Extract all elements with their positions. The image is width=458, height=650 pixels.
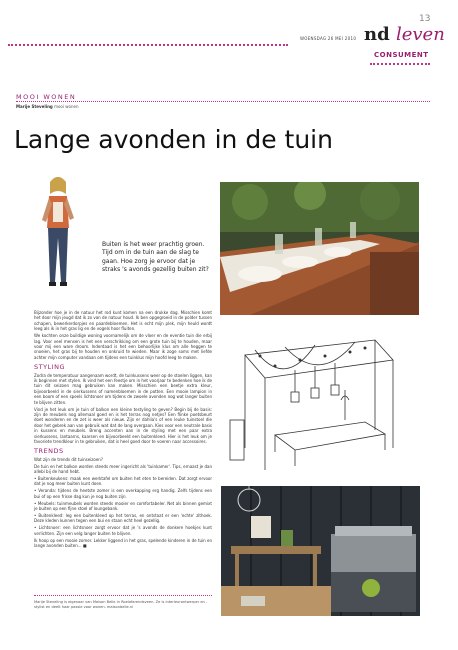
trend-item: • Lichtsnoer: een lichtsnoer zorgt ervoor dat je 's avonds de donkere hoekjes kunt verlichten. Zijn een velg langer buiten te blijven.: [34, 525, 212, 536]
article-body: [34, 310, 212, 550]
body-paragraph: De tuin en het balkon worden steeds meer ingericht als 'tuinkamer'. Tips, ernaast je dan allebi bij de hand hebt.: [34, 463, 212, 475]
section-dotted-rule: [370, 63, 430, 65]
body-paragraph: We kochten onze buildige woning voornamelijk om de vloer en de eventie tuin die erbij lag. Voor veel mensen is het een verschrikking om een grote tuin bij te houden, maar voor mij een ware droom. Inderdaad is het een behoorlijke klus om alle heggen te snoeien, het gras bij te houden en onkruid te wieden. Maar ik zoge soms met liefde achter mijn computer vandaan om tijdens een tuinklus mijn hoofd leeg te maken.: [34, 333, 212, 360]
trend-item: • Veranda: tijdens de heetste zomer is een overkapping erg handig. Zelfs tijdens een bui of op een frisse dag kun je nog buiten zijn.: [34, 488, 212, 499]
body-paragraph: Zodra de temperatuur aangenaam wordt, de tuinkussens weer op de stoelen liggen, kan ik beginnen met stylen. Ik vind het een feestje om in het voorjaar te bedenken hoe ik de tuin dit seizoen mag gebruiken kan maken. Misschien een beetje extra kleur, bijvoorbeeld in de sierkussens of namenbloemen in de potten. Een mooie lampion in een boom of een speels lichtsnoer om tijdens de zwoele avonden nog wat langer buiten te blijven zitten.: [34, 372, 212, 405]
caption-dotted-rule: [34, 595, 212, 596]
newspaper-brand: [364, 24, 445, 45]
outdoor-kitchen-photo: [221, 486, 420, 616]
kicker-dotted-rule: [16, 101, 430, 102]
byline: [16, 104, 79, 109]
veranda-sketch: [225, 330, 395, 480]
body-paragraph: Bijzonder hoe je in de natuur het rod kunt komen na een drukke dag. Misschien komt het door mijn jeugd dat ik zo van de natuur houd. Ik ben opgegroeid in de polder tussen schapen, bewerkerdorpjes en paardebloemen. Het is echt mijn plek, mijn heuld wordt leeg als ik in het gras lig en de vogels hoor fluiten.: [34, 310, 212, 332]
section-label: CONSUMENT: [374, 51, 429, 59]
brand-prefix: nd: [364, 24, 390, 45]
trend-item: • Buitenkeukens: maak een werktafel om buiten het eten te bereiden. Dat zorgt ervoor dat je nog meer buiten kunt doen.: [34, 475, 212, 487]
body-paragraph: Wat zijn de trends dit tuinseizoen?: [34, 456, 103, 462]
headline: Lange avonden in de tuin: [14, 125, 333, 154]
brand-accent: leven: [395, 24, 445, 45]
trend-item: • Buitenkleed: leg een buitenkleed op het terras, en ontstaat er een 'echte' zithoek. Deze kleden kunnen tegen een bui en staan echt heel gezellig.: [34, 512, 212, 524]
styling-heading: STYLING: [34, 363, 66, 372]
article-intro: Buiten is het weer prachtig groen. Tijd om in de tuin aan de slag te gaan. Hoe zorg je ervoor dat je straks 's avonds gezellig buiten zit?: [102, 241, 209, 274]
issue-date: WOENSDAG 26 MEI 2010: [300, 36, 357, 41]
trends-heading: TRENDS: [34, 447, 64, 456]
top-dotted-rule: [8, 44, 288, 46]
page-number: 13: [419, 14, 431, 24]
author-photo: [36, 172, 80, 290]
closing-paragraph: Ik hoop op een mooie zomer. Lekker liggend in het gras, spelende kinderen in de tuin en lange avonden buiten... ■: [34, 537, 212, 548]
kicker: MOOI WONEN: [16, 93, 77, 101]
trend-item: • Meubels: tuinmeubels worden steeds mooier en comfortabeler. Net als binnen gemixt je buiten op een fijne stoel of loungebank.: [34, 500, 212, 511]
author-role: mooi wonen: [54, 104, 79, 109]
body-paragraph: Vind je het leuk om je tuin of balkon een kleine testyling te geven? Begin bij de basis: zijn de meubels nog allemaal goed en is het terras nog netjes? Een flinke poetsbeurt doet wonderen en de zet is weer als nieuw. Zijn er dahlia's of een leuke tuinstoel die door het gebrek aan van gebruik wat dat de lang overgaan. Kies voor een neutrale basis in kussens en meubels. Breng accenten aan in de styling met een paar extra sierkussens, lantaarns, kaarsen en bijvoorbeeld een buitenkleed. Hier is het leuk om je favoriete trendkleur in te gebruiken, dat is heel goed door te voeren naar accessoires.: [34, 406, 212, 444]
author-caption: Marije Steveling is eigenaar van Maison Belle in Roelofarendsveen. Ze is interieurontwerper en -stylist en deelt haar passie voor wonen. maisonbelle.nl: [34, 600, 208, 609]
author-name: Marije Steveling: [16, 104, 53, 109]
garden-table-photo: [220, 182, 419, 315]
